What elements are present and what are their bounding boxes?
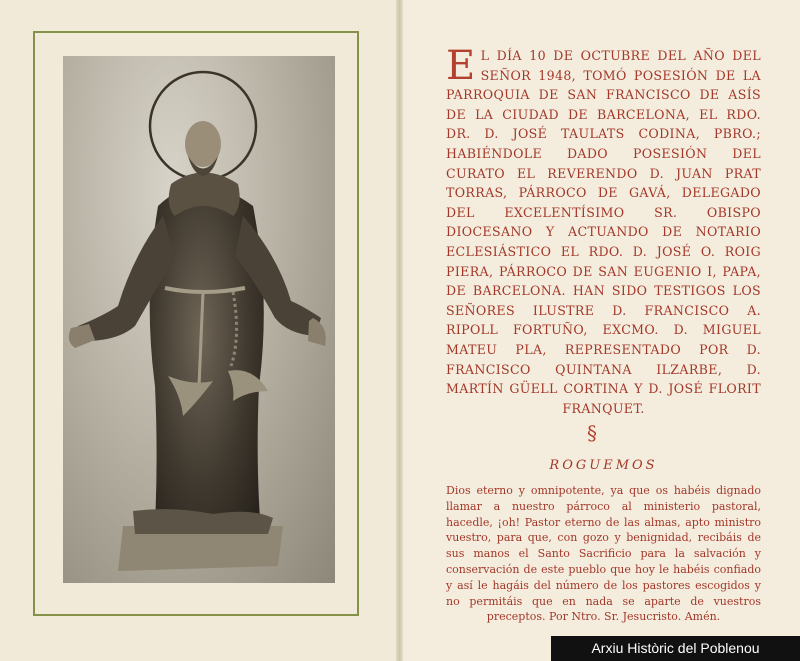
drop-cap: E	[446, 43, 476, 89]
saint-statue-illustration	[63, 56, 335, 583]
announcement-paragraph	[446, 43, 761, 418]
page-fold	[396, 0, 403, 661]
section-separator-icon: §	[587, 421, 597, 445]
prayer-title: ROGUEMOS	[549, 458, 658, 473]
archive-watermark: Arxiu Històric del Poblenou	[551, 636, 800, 661]
left-page	[0, 0, 396, 661]
prayer-text: Dios eterno y omnipotente, ya que os habéis dignado llamar a nuestro párroco al ministerio pastoral, hacedle, ¡oh! Pastor eterno de las almas, apto ministro vuestro, para que, con gozo y benignidad, recibáis de sus manos el Santo Sacrificio para la salvación y conservación de este pueblo que hoy le habéis confiado y así le hagáis del número de los pastores escogidos y no permitáis que en nada se aparte de vuestros preceptos. Por Ntro. Sr. Jesucristo. Amén.	[446, 484, 761, 624]
saint-francis-photo	[63, 56, 335, 583]
announcement-text-block	[446, 43, 761, 418]
announcement-text: L DÍA 10 DE OCTUBRE DEL AÑO DEL SEÑOR 1948, TOMÓ POSESIÓN DE LA PARROQUIA DE SAN FRANCISCO DE ASÍS DE LA CIUDAD DE BARCELONA, EL RDO. DR. D. JOSÉ TAULATS CODINA, PBRO.; HABIÉNDOLE DADO POSESIÓN DEL CURATO EL REVERENDO D. JUAN PRAT TORRAS, PÁRROCO DE GAVÁ, DELEGADO DEL EXCELENTÍSIMO SR. OBISPO DIOCESANO Y ACTUANDO DE NOTARIO ECLESIÁSTICO EL RDO. D. JOSÉ O. ROIG PIERA, PÁRROCO DE SAN EUGENIO I, PAPA, DE BARCELONA. HAN SIDO TESTIGOS LOS SEÑORES ILUSTRE D. FRANCISCO A. RIPOLL FORTUÑO, EXCMO. D. MIGUEL MATEU PLA, REPRESENTADO POR D. FRANCISCO QUINTANA ILZARBE, D. MARTÍN GÜELL CORTINA Y D. JOSÉ FLORIT FRANQUET.	[446, 48, 761, 416]
